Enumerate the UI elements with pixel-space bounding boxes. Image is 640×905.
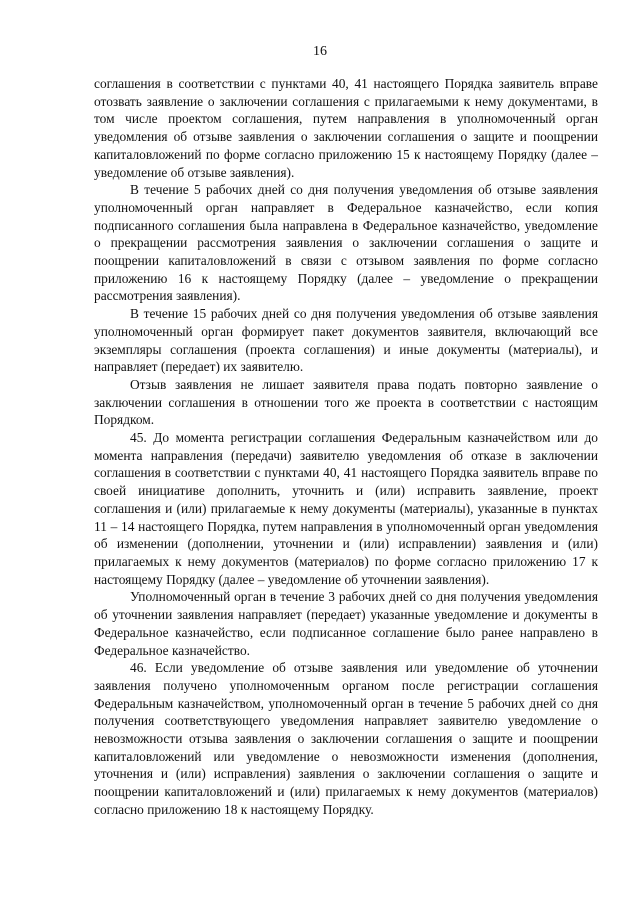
paragraph-termination-notice: В течение 5 рабочих дней со дня получения уведомления об отзыве заявления уполномоченный орган направляет в Федеральное казначейство, если копия подписанного соглашения была направлена в Федеральное казначейство, уведомление о прекращении рассмотрения заявления о заключении соглашения о защите и поощрении капиталовложений в связи с отзывом заявления по форме согласно приложению 16 к настоящему Порядку (далее – уведомление о прекращении рассмотрения заявления). <box>94 182 598 304</box>
paragraph-clarification-forwarding: Уполномоченный орган в течение 3 рабочих дней со дня получения уведомления об уточнении заявления направляет (передает) указанные уведомление и документы в Федеральное казначейство, если подписанное соглашение было ранее направлено в Федеральное казначейство. <box>94 589 598 658</box>
page-number: 16 <box>313 44 327 59</box>
paragraph-clause-45: 45. До момента регистрации соглашения Федеральным казначейством или до момента направления (передачи) заявителю уведомления об отказе в заключении соглашения в соответствии с пунктами 40, 41 настоящего Порядка заявитель вправе по своей инициативе дополнить, уточнить и (или) исправить заявление, проект соглашения и (или) прилагаемые к нему документы (материалы), указанные в пунктах 11 – 14 настоящего Порядка, путем направления в уполномоченный орган уведомления об изменении (дополнении, уточнении и (или) исправлении) заявления и (или) прилагаемых к нему документов (материалов) по форме согласно приложению 17 к настоящему Порядку (далее – уведомление об уточнении заявления). <box>94 430 598 587</box>
paragraph-continuation: соглашения в соответствии с пунктами 40, 41 настоящего Порядка заявитель вправе отозвать заявление о заключении соглашения с прилагаемыми к нему документами, в том числе проектом соглашения, путем направления в уполномоченный орган уведомления об отзыве заявления о заключении соглашения о защите и поощрении капиталовложений по форме согласно приложению 15 к настоящему Порядку (далее – уведомление об отзыве заявления). <box>94 76 598 180</box>
paragraph-document-return: В течение 15 рабочих дней со дня получения уведомления об отзыве заявления уполномоченный орган формирует пакет документов заявителя, включающий все экземпляры соглашения (проекта соглашения) и иные документы (материалы), и направляет (передает) их заявителю. <box>94 306 598 375</box>
document-body <box>94 75 598 819</box>
paragraph-reapplication-right: Отзыв заявления не лишает заявителя права подать повторно заявление о заключении соглашения в отношении того же проекта в соответствии с настоящим Порядком. <box>94 376 598 428</box>
paragraph-clause-46: 46. Если уведомление об отзыве заявления или уведомление об уточнении заявления получено уполномоченным органом после регистрации соглашения Федеральным казначейством, уполномоченный орган в течение 5 рабочих дней со дня получения соответствующего уведомления направляет заявителю уведомление о невозможности отзыва заявления о заключении соглашения о защите и поощрении капиталовложений или уведомление о невозможности изменения (дополнения, уточнения и (или) исправления) заявления о заключении соглашения о защите и поощрении капиталовложений и (или) прилагаемых к нему документов (материалов) согласно приложению 18 к настоящему Порядку. <box>94 660 598 817</box>
